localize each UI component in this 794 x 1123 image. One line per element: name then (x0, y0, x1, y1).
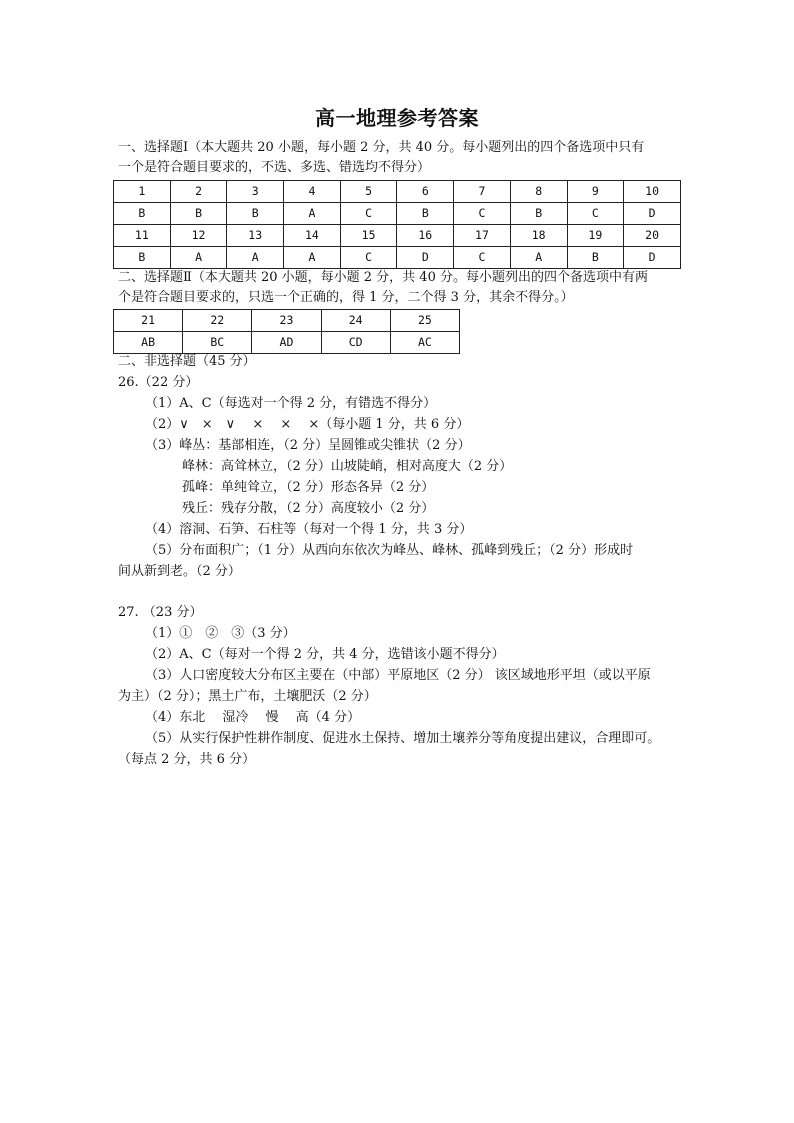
answer-cell: A (510, 247, 567, 269)
table-row (114, 203, 681, 225)
q26-part3-canqiu: 残丘：残存分散，（2 分）高度较小（2 分） (182, 501, 435, 516)
q27-part5-line2: （每点 2 分，共 6 分） (118, 752, 256, 767)
answer-cell: B (510, 203, 567, 225)
question-number-cell: 1 (114, 181, 171, 203)
answer-cell: A (284, 203, 341, 225)
q26-part5-line2: 间从新到老。（2 分） (118, 564, 241, 579)
question-number-cell: 10 (624, 181, 681, 203)
answer-cell: CD (321, 332, 390, 354)
question-number-cell: 12 (170, 225, 227, 247)
question-number-cell: 5 (340, 181, 397, 203)
question-number-cell: 21 (114, 310, 183, 332)
question-number-cell: 13 (227, 225, 284, 247)
question-number-cell: 19 (567, 225, 624, 247)
q26-part3: （3）峰丛：基部相连，（2 分）呈圆锥或尖锥状（2 分） (145, 438, 471, 453)
q27-header: 27. （23 分） (118, 605, 203, 620)
answer-cell: B (227, 203, 284, 225)
answer-cell: BC (183, 332, 252, 354)
answer-cell: AB (114, 332, 183, 354)
table-row (114, 181, 681, 203)
answer-cell: A (284, 247, 341, 269)
table-row (114, 332, 460, 354)
question-number-cell: 4 (284, 181, 341, 203)
multiple-choice-table-1 (113, 180, 681, 269)
question-number-cell: 6 (397, 181, 454, 203)
page-title: 高一地理参考答案 (315, 106, 479, 130)
q27-part1: （1）① ② ③（3 分） (145, 626, 296, 641)
section1-heading-line1: 一、选择题Ⅰ（本大题共 20 小题，每小题 2 分，共 40 分。每小题列出的四个备选项中只有 (118, 140, 645, 155)
table-row (114, 310, 460, 332)
section1-heading-line2: 一个是符合题目要求的，不选、多选、错选均不得分） (118, 160, 431, 175)
q26-part5-line1: （5）分布面积广；（1 分）从西向东依次为峰丛、峰林、孤峰到残丘；（2 分）形成时 (145, 543, 634, 558)
q27-part3-line1: （3）人口密度较大分布区主要在（中部）平原地区（2 分） 该区域地形平坦（或以平原 (145, 668, 651, 683)
question-number-cell: 16 (397, 225, 454, 247)
section2-heading-line1: 二、选择题Ⅱ（本大题共 20 小题，每小题 2 分，共 40 分。每小题列出的四个备选项中有两 (118, 270, 648, 285)
question-number-cell: 20 (624, 225, 681, 247)
answer-cell: B (397, 203, 454, 225)
question-number-cell: 25 (390, 310, 459, 332)
table-row (114, 247, 681, 269)
answer-cell: B (114, 203, 171, 225)
question-number-cell: 14 (284, 225, 341, 247)
q26-header: 26.（22 分） (118, 375, 199, 390)
section3-heading: 二、非选择题（45 分） (118, 354, 256, 369)
question-number-cell: 3 (227, 181, 284, 203)
question-number-cell: 2 (170, 181, 227, 203)
q26-part4: （4）溶洞、石笋、石柱等（每对一个得 1 分，共 3 分） (145, 522, 473, 537)
question-number-cell: 23 (252, 310, 321, 332)
answer-cell: D (397, 247, 454, 269)
answer-cell: AC (390, 332, 459, 354)
q26-part2: （2）∨ × ∨ × × ×（每小题 1 分，共 6 分） (145, 417, 470, 432)
answer-cell: B (114, 247, 171, 269)
question-number-cell: 15 (340, 225, 397, 247)
q27-part4: （4）东北 湿冷 慢 高（4 分） (145, 710, 361, 725)
answer-cell: A (227, 247, 284, 269)
answer-cell: C (567, 203, 624, 225)
section2-heading-line2: 个是符合题目要求的，只选一个正确的，得 1 分，二个得 3 分，其余不得分。） (118, 290, 574, 305)
question-number-cell: 11 (114, 225, 171, 247)
answer-cell: D (624, 247, 681, 269)
answer-cell: C (340, 247, 397, 269)
answer-cell: C (454, 203, 511, 225)
answer-cell: C (454, 247, 511, 269)
q27-part2: （2）A、C（每对一个得 2 分，共 4 分，选错该小题不得分） (145, 647, 505, 662)
question-number-cell: 17 (454, 225, 511, 247)
answer-cell: A (170, 247, 227, 269)
answer-cell: B (567, 247, 624, 269)
question-number-cell: 24 (321, 310, 390, 332)
multiple-choice-table-2 (113, 309, 460, 354)
answer-cell: C (340, 203, 397, 225)
question-number-cell: 8 (510, 181, 567, 203)
table-row (114, 225, 681, 247)
q26-part1: （1）A、C（每选对一个得 2 分，有错选不得分） (145, 396, 437, 411)
answer-cell: B (170, 203, 227, 225)
answer-cell: D (624, 203, 681, 225)
answer-cell: AD (252, 332, 321, 354)
q26-part3-gufeng: 孤峰：单纯耸立，（2 分）形态各异（2 分） (182, 480, 435, 495)
question-number-cell: 9 (567, 181, 624, 203)
question-number-cell: 22 (183, 310, 252, 332)
q26-part3-fenglin: 峰林：高耸林立，（2 分）山坡陡峭，相对高度大（2 分） (182, 459, 513, 474)
q27-part3-line2: 为主）（2 分）；黑土广布，土壤肥沃（2 分） (118, 689, 377, 704)
q27-part5-line1: （5）从实行保护性耕作制度、促进水土保持、增加土壤养分等角度提出建议，合理即可。 (145, 731, 661, 746)
question-number-cell: 18 (510, 225, 567, 247)
question-number-cell: 7 (454, 181, 511, 203)
